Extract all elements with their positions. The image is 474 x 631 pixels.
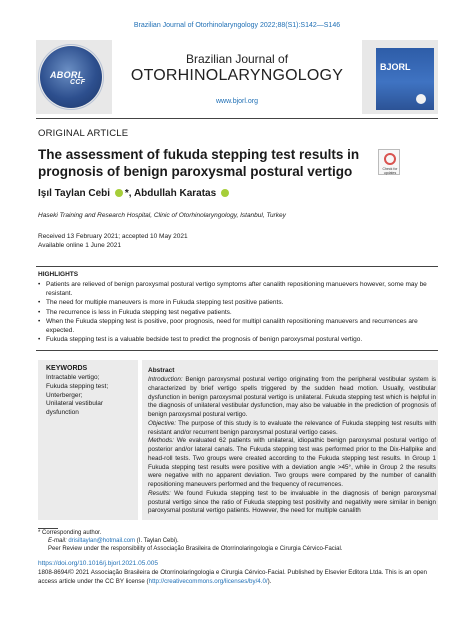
received-date: Received 13 February 2021; accepted 10 May 2021 — [38, 233, 188, 240]
aborl-logo — [40, 46, 102, 108]
logo-text: ABORL — [50, 70, 84, 80]
email-suffix: (I. Taylan Cebi). — [135, 538, 179, 544]
author-1-mark: *, — [124, 188, 132, 199]
keyword-item: Unterberger; — [46, 391, 83, 399]
abstract-paragraph: Methods: We evaluated 62 patients with unilateral, idiopathic benign paroxysmal postural vertigo of posterior and/or lateral canals. The Fukuda stepping test was performed prior to the Dix-Hallpike and head-roll tests. Two groups were created according to the Fukuda stepping test results. In Group 1 Fukuda stepping test results were positive with a deviation angle >45°, while in Group 2 the results were negative with no apparent deviation. Two groups were compared by the number of canalith repositioning maneuvers performed and the frequency of recurrences. — [148, 437, 436, 488]
email-link[interactable]: drisiltaylan@hotmail.com — [68, 538, 136, 544]
author-list — [38, 188, 231, 199]
abstract-label: Methods: — [148, 437, 174, 445]
abstract-paragraph: Results: We found Fukuda stepping test to be invaluable in the diagnosis of benign paroxysmal postural vertigo since the ratio of Fukuda stepping test positivity and negativity were similar in benign paroxysmal postural vertigo patients. However, the need for multiple canalith — [148, 489, 436, 515]
corresponding-author-note: * Corresponding author. — [38, 530, 102, 536]
footnote-divider — [38, 528, 58, 529]
journal-name-line2: OTORHINOLARYNGOLOGY — [130, 67, 344, 84]
abstract-label: Objective: — [148, 419, 176, 427]
keyword-item: Fukuda stepping test; — [46, 382, 109, 390]
abstract-label: Introduction: — [148, 376, 183, 383]
keywords-list — [46, 374, 136, 418]
orcid-icon[interactable] — [221, 189, 229, 197]
available-date: Available online 1 June 2021 — [38, 242, 122, 249]
highlight-item: • When the Fukuda stepping test is positive, poor prognosis, need for multipl canalith repositioning manuevers and recurrences are expected. — [38, 317, 438, 335]
journal-name-line1: Brazilian Journal of — [185, 52, 289, 66]
article-title: The assessment of fukuda stepping test results in prognosis of benign paroxysmal postural vertigo — [38, 147, 360, 179]
highlights-list — [38, 280, 438, 344]
license-note — [38, 569, 438, 586]
highlight-item: • Patients are relieved of benign paroxysmal postural vertigo symptoms after canalith repositioning manuevers however, some may be resistant. — [38, 280, 438, 298]
journal-cover-image[interactable] — [376, 48, 434, 110]
highlight-item: • Fukuda stepping test is a valuable bedside test to predict the prognosis of benign paroxysmal postural vertigo. — [38, 335, 438, 344]
keyword-item: Intractable vertigo; — [46, 374, 100, 381]
highlights-divider-bottom — [36, 350, 438, 351]
keyword-item: Unilateral vestibular dysfunction — [46, 400, 104, 417]
doi-link[interactable]: https://doi.org/10.1016/j.bjorl.2021.05.005 — [38, 560, 158, 567]
peer-review-note: Peer Review under the responsibility of Associação Brasileira de Otorrinolaringologia e Cirurgia Cérvico-Facial. — [48, 546, 343, 552]
abstract-paragraph: Objective: The purpose of this study is to evaluate the relevance of Fukuda stepping test results with resistant and/or recurrent benign paroxysmal postural vertigo cases. — [148, 419, 436, 436]
email-note — [48, 538, 179, 544]
header-divider — [36, 118, 438, 119]
license-text: 1808-8694/© 2021 Associação Brasileira de Otorrinolaringologia e Cirurgia Cérvico-Facial. Published by Elsevier Editora Ltda. This is an open access article under the CC BY license ( — [38, 569, 427, 585]
license-link[interactable]: http://creativecommons.org/licenses/by/4.0/ — [148, 577, 268, 585]
highlight-item: • The need for multiple maneuvers is more in Fukuda stepping test positive patients. — [38, 298, 438, 307]
journal-url-link[interactable]: www.bjorl.org — [215, 98, 258, 105]
check-updates-label: Check for updates — [382, 167, 398, 175]
highlights-divider-top — [36, 266, 438, 267]
cover-emblem — [416, 94, 426, 104]
highlights-heading: HIGHLIGHTS — [38, 271, 79, 278]
check-updates-icon — [384, 153, 396, 165]
abstract-paragraph: Introduction: Benign paroxysmal postural vertigo originating from the peripheral vestibular system is characterized by brief vertigo spells triggered by the sudden head motion. Usually, vestibular dysfunction in benign paroxysmal postural vertigo is unilateral. Fukuda stepping test which is helpful in the diagnosis of unilateral vestibular dysfunction, may also be valuable in the prediction of prognosis of benign paroxysmal postural vertigo. — [148, 376, 436, 418]
keywords-panel — [38, 360, 138, 520]
abstract-heading: Abstract — [148, 367, 175, 374]
email-label: E-mail: — [48, 538, 67, 544]
logo-subtext: CCF — [70, 79, 86, 86]
check-for-updates-button[interactable] — [378, 149, 400, 175]
affiliation: Haseki Training and Research Hospital, Clinic of Otorhinolaryngology, Istanbul, Turkey — [38, 212, 286, 219]
abstract-label: Results: — [148, 489, 171, 497]
author-2[interactable]: Abdullah Karatas — [133, 188, 217, 199]
highlight-item: • The recurrence is less in Fukuda stepping test negative patients. — [38, 308, 438, 317]
keywords-heading: KEYWORDS — [46, 365, 88, 372]
article-type: ORIGINAL ARTICLE — [38, 128, 129, 139]
abstract-body — [148, 376, 436, 516]
license-end: ). — [267, 577, 272, 585]
orcid-icon[interactable] — [115, 189, 123, 197]
journal-masthead — [112, 40, 362, 114]
abstract-panel — [142, 360, 438, 520]
journal-citation[interactable]: Brazilian Journal of Otorhinolaryngology 2022;88(S1):S142—S146 — [133, 22, 341, 29]
cover-title: BJORL — [380, 62, 411, 72]
author-1[interactable]: Işıl Taylan Cebi — [38, 188, 111, 199]
